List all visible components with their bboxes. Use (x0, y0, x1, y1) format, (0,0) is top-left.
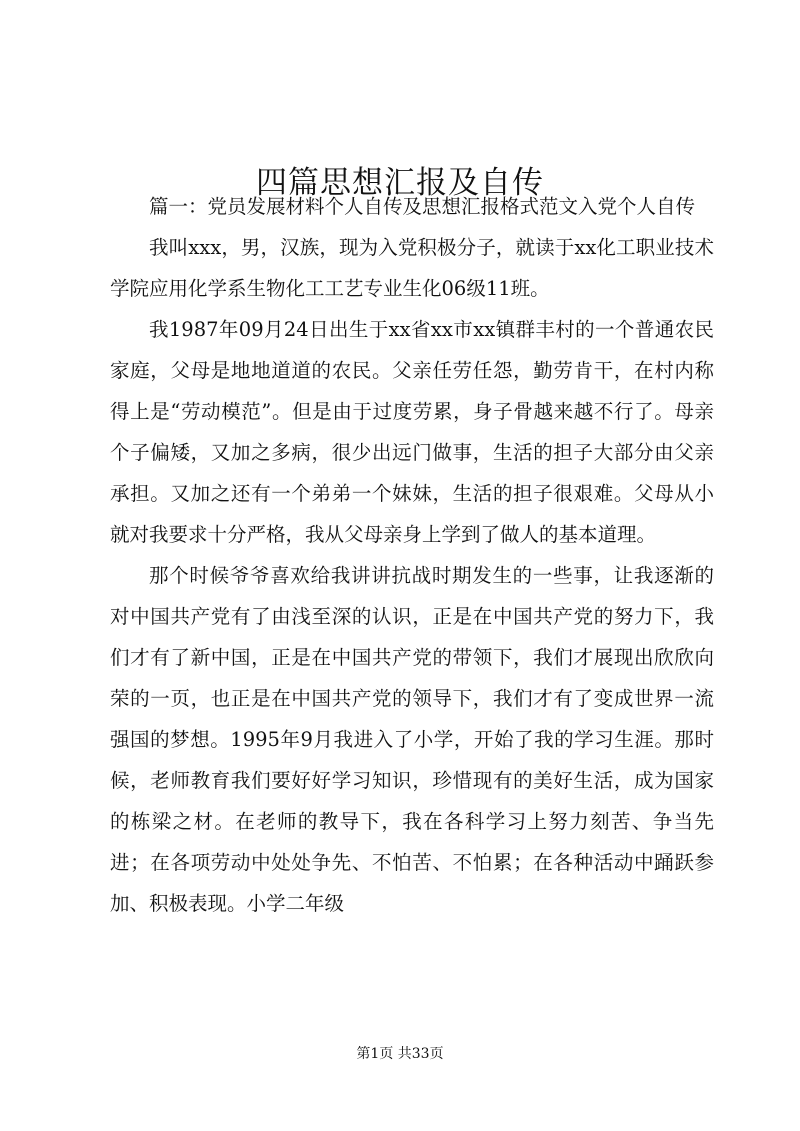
page-number-footer: 第1页 共33页 (356, 1046, 444, 1062)
document-title: 四篇思想汇报及自传 (256, 164, 544, 201)
document-body (110, 186, 714, 924)
paragraph-heading: 篇一：党员发展材料个人自传及思想汇报格式范文入党个人自传 (149, 195, 696, 218)
paragraph: 我1987年09月24日出生于xx省xx市xx镇群丰村的一个普通农民家庭，父母是地地道道的农民。父亲任劳任怨，勤劳肯干，在村内称得上是“劳动模范”。但是由于过度劳累，身子骨越来越不行了。母亲个子偏矮，又加之多病，很少出远门做事，生活的担子大部分由父亲承担。又加之还有一个弟弟一个妹妹，生活的担子很艰难。父母从小就对我要求十分严格，我从父母亲身上学到了做人的基本道理。 (110, 318, 714, 546)
paragraph: 我叫xxx，男，汉族，现为入党积极分子，就读于xx化工职业技术学院应用化学系生物化工工艺专业生化06级11班。 (110, 236, 714, 300)
paragraph: 那个时候爷爷喜欢给我讲讲抗战时期发生的一些事，让我逐渐的对中国共产党有了由浅至深的认识，正是在中国共产党的努力下，我们才有了新中国，正是在中国共产党的带领下，我们才展现出欣欣向荣的一页，也正是在中国共产党的领导下，我们才有了变成世界一流强国的梦想。1995年9月我进入了小学，开始了我的学习生涯。那时候，老师教育我们要好好学习知识，珍惜现有的美好生活，成为国家的栋梁之材。在老师的教导下，我在各科学习上努力刻苦、争当先进；在各项劳动中处处争先、不怕苦、不怕累；在各种活动中踊跃参加、积极表现。小学二年级 (110, 564, 714, 915)
